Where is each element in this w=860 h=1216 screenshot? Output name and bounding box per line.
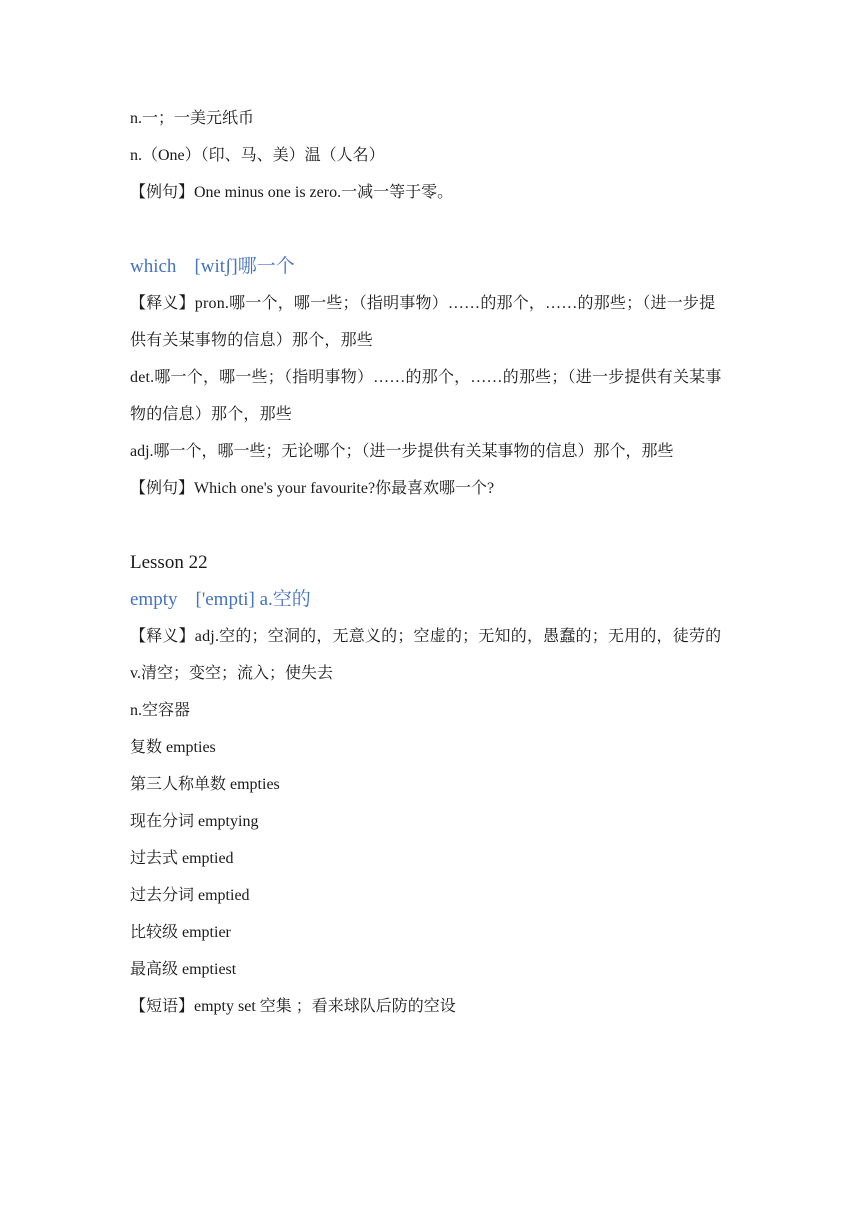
word-form: 第三人称单数 empties: [130, 776, 280, 793]
example-line: 【例句】One minus one is zero.一减一等于零。: [130, 184, 454, 201]
word-form: 比较级 emptier: [130, 924, 231, 941]
headword-empty: [130, 581, 730, 618]
spacer: [130, 507, 730, 544]
definition-adj: 【释义】adj.空的；空洞的，无意义的；空虚的；无知的，愚蠢的；无用的，徒劳的: [130, 628, 722, 645]
definition-det: det.哪一个，哪一些；（指明事物）……的那个，……的那些；（进一步提供有关某事物的信息）那个，那些: [130, 369, 722, 423]
definition-pron: 【释义】pron.哪一个，哪一些；（指明事物）……的那个，……的那些；（进一步提供有关某事物的信息）那个，那些: [130, 295, 716, 349]
headword-phonetic: [witʃ]哪一个: [194, 256, 295, 277]
headword-phonetic: ['empti] a.空的: [195, 589, 311, 610]
spacer: [130, 211, 730, 248]
phrase-line: 【短语】empty set 空集 ；看来球队后防的空设: [130, 998, 456, 1015]
word-form: 过去式 emptied: [130, 850, 234, 867]
word-form: v.清空；变空；流入；使失去: [130, 665, 333, 682]
word-form: 复数 empties: [130, 739, 216, 756]
word-form: n.空容器: [130, 702, 191, 719]
word-form: 现在分词 emptying: [130, 813, 259, 830]
document-page: [130, 100, 730, 1025]
lesson-title: Lesson 22: [130, 552, 208, 573]
headword-text: empty: [130, 589, 178, 610]
definition-adj: adj.哪一个，哪一些；无论哪个；（进一步提供有关某事物的信息）那个，那些: [130, 443, 674, 460]
definition-line: n.（One）（印、马、美）温（人名）: [130, 147, 385, 164]
example-line: 【例句】Which one's your favourite?你最喜欢哪一个?: [130, 480, 495, 497]
word-form: 最高级 emptiest: [130, 961, 237, 978]
word-form: 过去分词 emptied: [130, 887, 250, 904]
headword-which: [130, 248, 730, 285]
definition-line: n.一；一美元纸币: [130, 110, 255, 127]
headword-text: which: [130, 256, 177, 277]
